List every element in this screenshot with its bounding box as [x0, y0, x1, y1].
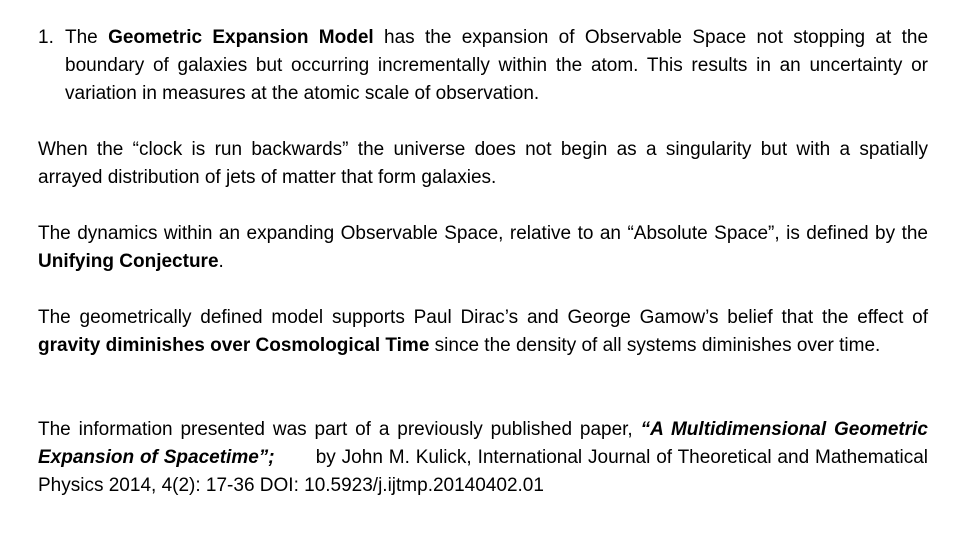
numbered-item-1: [38, 24, 928, 108]
item-1-intro: The: [65, 27, 109, 48]
paragraph-clock-text: When the “clock is run backwards” the universe does not begin as a singularity but with a spatially arrayed distribution of jets of matter that form galaxies.: [38, 139, 928, 188]
citation-details: by John M. Kulick, International Journal of Theoretical and Mathematical Physics 2014, 4(2): 17-36 DOI: 10.5923/j.ijtmp.20140402.01: [38, 447, 934, 496]
paper-title: “A Multidimensional Geometric Expansion of Spacetime”;: [38, 419, 929, 468]
item-1-rest: has the expansion of Observable Space not stopping at the boundary of galaxies but occurring incrementally within the atom. This results in an uncertainty or variation in measures at the atomic scale of observation.: [65, 27, 929, 104]
gravity-text-before: The geometrically defined model supports Paul Dirac’s and George Gamow’s belief that the effect of: [38, 307, 928, 328]
paragraph-citation: [38, 416, 934, 500]
item-1-text: [65, 24, 928, 108]
dynamics-end: .: [218, 251, 224, 272]
gravity-emphasis: gravity diminishes over Cosmological Time: [38, 335, 430, 356]
paragraph-dynamics: [38, 220, 928, 276]
list-number: 1.: [38, 27, 54, 48]
citation-intro: The information presented was part of a previously published paper,: [38, 419, 641, 440]
model-name: Geometric Expansion Model: [108, 27, 374, 48]
paragraph-clock-backwards: [38, 136, 928, 192]
unifying-conjecture: Unifying Conjecture: [38, 251, 219, 272]
paragraph-gravity: [38, 304, 928, 360]
gravity-text-after: since the density of all systems diminishes over time.: [429, 335, 881, 356]
dynamics-text: The dynamics within an expanding Observable Space, relative to an “Absolute Space”, is defined by the: [38, 223, 928, 244]
